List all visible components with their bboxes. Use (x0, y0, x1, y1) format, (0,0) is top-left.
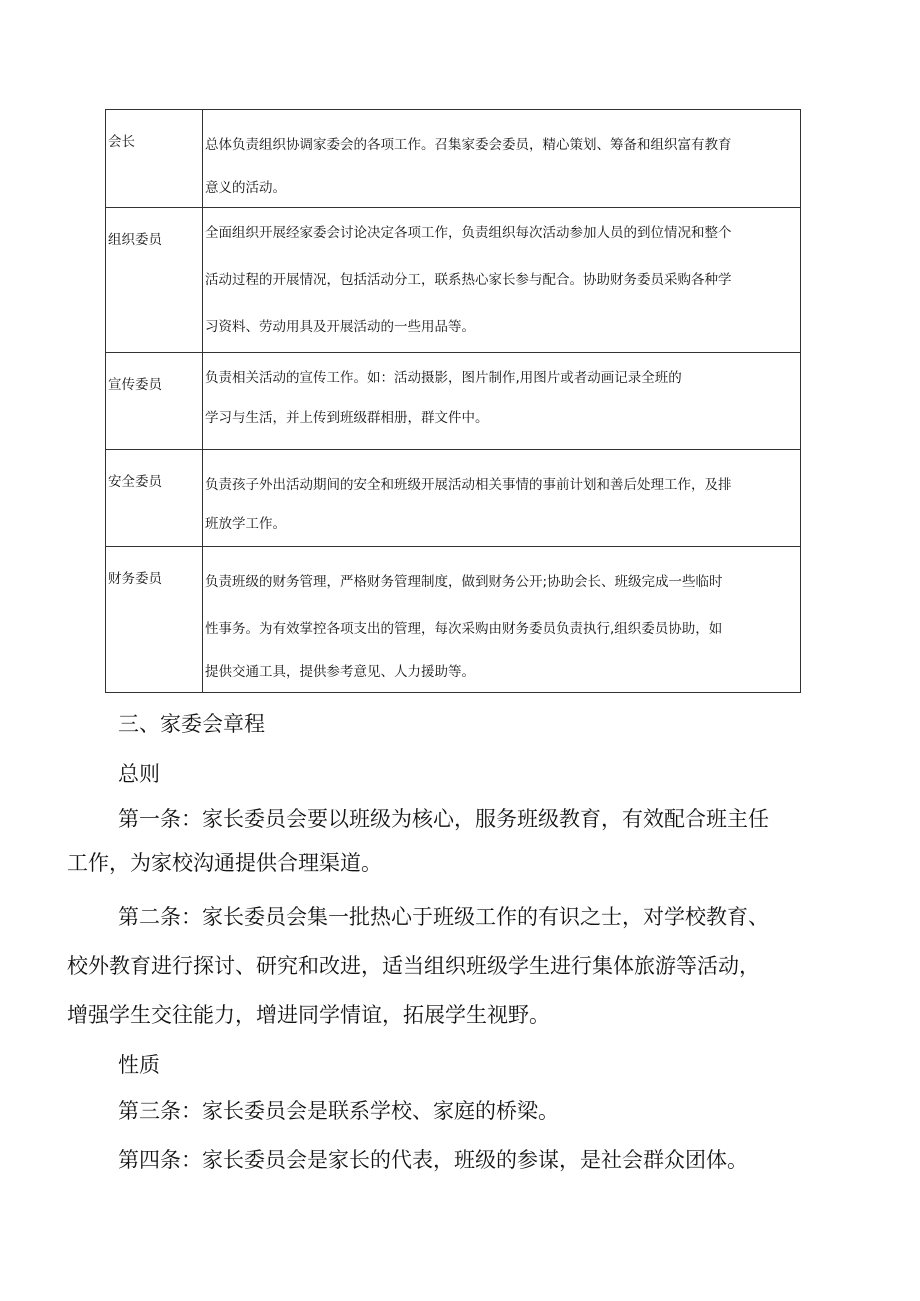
article-line: 第三条：家长委员会是联系学校、家庭的桥梁。 (118, 1099, 559, 1123)
duty-line: 学习与生活，并上传到班级群相册，群文件中。 (205, 410, 489, 426)
table-row (106, 208, 801, 353)
role-duty-cell (203, 353, 801, 450)
role-duty-cell (203, 110, 801, 208)
role-duty-cell (203, 208, 801, 353)
duty-line: 负责相关活动的宣传工作。如：活动摄影，图片制作,用图片或者动画记录全班的 (205, 370, 682, 386)
role-duty-cell (203, 547, 801, 693)
duty-line: 意义的活动。 (205, 180, 286, 196)
article-2 (67, 895, 847, 1037)
general-heading: 总则 (118, 762, 160, 786)
duty-line: 习资料、劳动用具及开展活动的一些用品等。 (205, 319, 475, 335)
table-row (106, 110, 801, 208)
article-3 (67, 1089, 847, 1133)
duty-line: 负责孩子外出活动期间的安全和班级开展活动相关事情的事前计划和善后处理工作，及排 (205, 477, 732, 493)
table-row (106, 353, 801, 450)
article-line: 第二条：家长委员会集一批热心于班级工作的有识之士，对学校教育、 (118, 905, 769, 929)
article-line: 第四条：家长委员会是家长的代表，班级的参谋，是社会群众团体。 (118, 1148, 748, 1172)
nature-heading: 性质 (118, 1053, 160, 1077)
duty-line: 全面组织开展经家委会讨论决定各项工作，负责组织每次活动参加人员的到位情况和整个 (205, 225, 732, 241)
role-name-cell: 宣传委员 (106, 353, 203, 450)
duty-line: 总体负责组织协调家委会的各项工作。召集家委会委员，精心策划、筹备和组织富有教育 (205, 137, 732, 153)
duty-line: 负责班级的财务管理，严格财务管理制度，做到财务公开;协助会长、班级完成一些临时 (205, 574, 723, 590)
role-name-cell: 安全委员 (106, 450, 203, 547)
article-line: 增强学生交往能力，增进同学情谊，拓展学生视野。 (67, 1003, 550, 1027)
duty-line: 班放学工作。 (205, 516, 286, 532)
role-name-cell: 组织委员 (106, 208, 203, 353)
article-line: 校外教育进行探讨、研究和改进，适当组织班级学生进行集体旅游等活动， (67, 954, 760, 978)
role-duty-cell (203, 450, 801, 547)
article-4 (67, 1138, 847, 1182)
committee-roles-table (105, 109, 801, 693)
table-row (106, 450, 801, 547)
article-line: 工作，为家校沟通提供合理渠道。 (67, 851, 382, 875)
table-row (106, 547, 801, 693)
duty-line: 提供交通工具，提供参考意见、人力援助等。 (205, 664, 475, 680)
section-title: 三、家委会章程 (118, 712, 265, 736)
duty-line: 性事务。为有效掌控各项支出的管理，每次采购由财务委员负责执行,组织委员协助，如 (205, 621, 723, 637)
article-line: 第一条：家长委员会要以班级为核心，服务班级教育，有效配合班主任 (118, 807, 769, 831)
article-1 (67, 797, 847, 885)
role-name-cell: 会长 (106, 110, 203, 208)
role-name-cell: 财务委员 (106, 547, 203, 693)
duty-line: 活动过程的开展情况，包括活动分工，联系热心家长参与配合。协助财务委员采购各种学 (205, 272, 732, 288)
